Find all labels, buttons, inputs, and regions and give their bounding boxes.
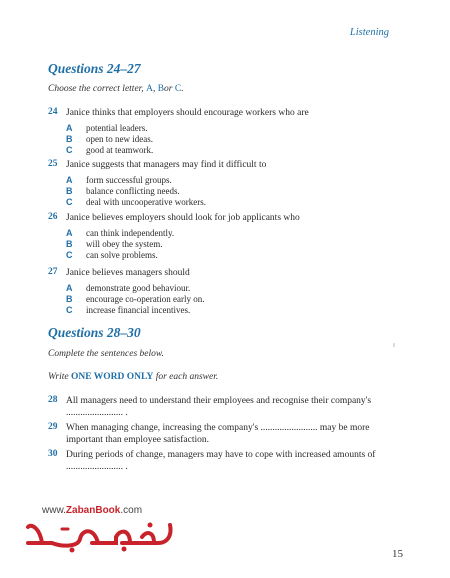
answer-blank[interactable]: ........................ . bbox=[66, 408, 128, 418]
options-list bbox=[48, 175, 410, 208]
question-number: 28 bbox=[48, 395, 58, 405]
option-b[interactable] bbox=[66, 239, 410, 250]
sentence-line-2: important than employee satisfaction. bbox=[66, 435, 209, 445]
comma: , bbox=[152, 84, 156, 94]
question-25 bbox=[48, 159, 410, 208]
option-letter: C bbox=[66, 145, 73, 155]
question-text: Janice suggests that managers may find it difficult to bbox=[66, 160, 267, 170]
answer-blank[interactable]: ........................ . bbox=[66, 462, 128, 472]
part1-instruction bbox=[48, 84, 184, 94]
url-brand: ZabanBook bbox=[65, 505, 121, 516]
options-list bbox=[48, 123, 410, 156]
option-text: can solve problems. bbox=[86, 250, 158, 260]
part2-instruction-1: Complete the sentences below. bbox=[48, 349, 164, 359]
question-text: Janice thinks that employers should encourage workers who are bbox=[66, 108, 309, 118]
instruction-text: Choose the correct letter, bbox=[48, 84, 144, 94]
sentence-line-1: All managers need to understand their employees and recognise their company's bbox=[66, 396, 372, 406]
sentence-line-1[interactable]: When managing change, increasing the company's ........................ may be more bbox=[66, 423, 370, 433]
letter-c-label: C bbox=[174, 84, 182, 94]
option-text: form successful groups. bbox=[86, 175, 172, 185]
question-text: Janice believes employers should look for job applicants who bbox=[66, 213, 300, 223]
question-28 bbox=[48, 395, 410, 419]
option-text: increase financial incentives. bbox=[86, 305, 191, 315]
instruction-text: Write bbox=[48, 372, 69, 382]
options-list bbox=[48, 283, 410, 316]
option-b[interactable] bbox=[66, 186, 410, 197]
option-letter: B bbox=[66, 294, 73, 304]
option-letter: B bbox=[66, 186, 73, 196]
watermark-url bbox=[42, 505, 142, 516]
question-27 bbox=[48, 267, 410, 316]
question-number: 24 bbox=[48, 107, 58, 117]
letter-a-label: A bbox=[146, 84, 153, 94]
question-number: 27 bbox=[48, 267, 58, 277]
url-suffix: .com bbox=[120, 505, 143, 516]
option-letter: C bbox=[66, 250, 73, 260]
option-a[interactable] bbox=[66, 123, 410, 134]
option-letter: A bbox=[66, 123, 73, 133]
option-c[interactable] bbox=[66, 197, 410, 208]
question-26 bbox=[48, 212, 410, 261]
option-letter: C bbox=[66, 305, 73, 315]
zabanbook-logo bbox=[22, 517, 182, 553]
question-text: Janice believes managers should bbox=[66, 268, 190, 278]
option-letter: B bbox=[66, 134, 73, 144]
option-b[interactable] bbox=[66, 134, 410, 145]
option-text: potential leaders. bbox=[86, 123, 148, 133]
option-text: deal with uncooperative workers. bbox=[86, 197, 206, 207]
part2-heading: Questions 28–30 bbox=[48, 325, 141, 340]
option-letter: A bbox=[66, 283, 73, 293]
option-b[interactable] bbox=[66, 294, 410, 305]
option-c[interactable] bbox=[66, 250, 410, 261]
url-prefix: www. bbox=[42, 505, 66, 516]
letter-b-label: B bbox=[157, 84, 165, 94]
part2-instruction-2 bbox=[48, 372, 218, 382]
or-word: or bbox=[164, 84, 173, 94]
option-letter: A bbox=[66, 228, 73, 238]
option-letter: C bbox=[66, 197, 73, 207]
options-list bbox=[48, 228, 410, 261]
question-number: 25 bbox=[48, 159, 58, 169]
zabanbook-watermark bbox=[22, 505, 182, 553]
option-text: will obey the system. bbox=[86, 239, 163, 249]
option-a[interactable] bbox=[66, 175, 410, 186]
question-number: 30 bbox=[48, 449, 58, 459]
question-number: 29 bbox=[48, 422, 58, 432]
option-text: open to new ideas. bbox=[86, 134, 153, 144]
period: . bbox=[181, 84, 184, 94]
option-c[interactable] bbox=[66, 145, 410, 156]
question-30 bbox=[48, 449, 410, 473]
option-letter: A bbox=[66, 175, 73, 185]
question-24 bbox=[48, 107, 410, 156]
section-label: Listening bbox=[349, 27, 389, 38]
option-text: encourage co-operation early on. bbox=[86, 294, 205, 304]
part1-heading: Questions 24–27 bbox=[48, 61, 141, 76]
scan-mark bbox=[393, 343, 395, 347]
instruction-text: for each answer. bbox=[155, 372, 219, 382]
option-text: balance conflicting needs. bbox=[86, 186, 180, 196]
option-c[interactable] bbox=[66, 305, 410, 316]
sentence-line-1: During periods of change, managers may have to cope with increased amounts of bbox=[66, 450, 376, 460]
word-limit-emphasis: ONE WORD ONLY bbox=[70, 372, 154, 382]
option-text: good at teamwork. bbox=[86, 145, 154, 155]
option-text: can think independently. bbox=[86, 228, 175, 238]
option-a[interactable] bbox=[66, 283, 410, 294]
question-29 bbox=[48, 422, 410, 446]
page-number: 15 bbox=[392, 548, 403, 560]
question-number: 26 bbox=[48, 212, 58, 222]
option-letter: B bbox=[66, 239, 73, 249]
option-a[interactable] bbox=[66, 228, 410, 239]
option-text: demonstrate good behaviour. bbox=[86, 283, 191, 293]
